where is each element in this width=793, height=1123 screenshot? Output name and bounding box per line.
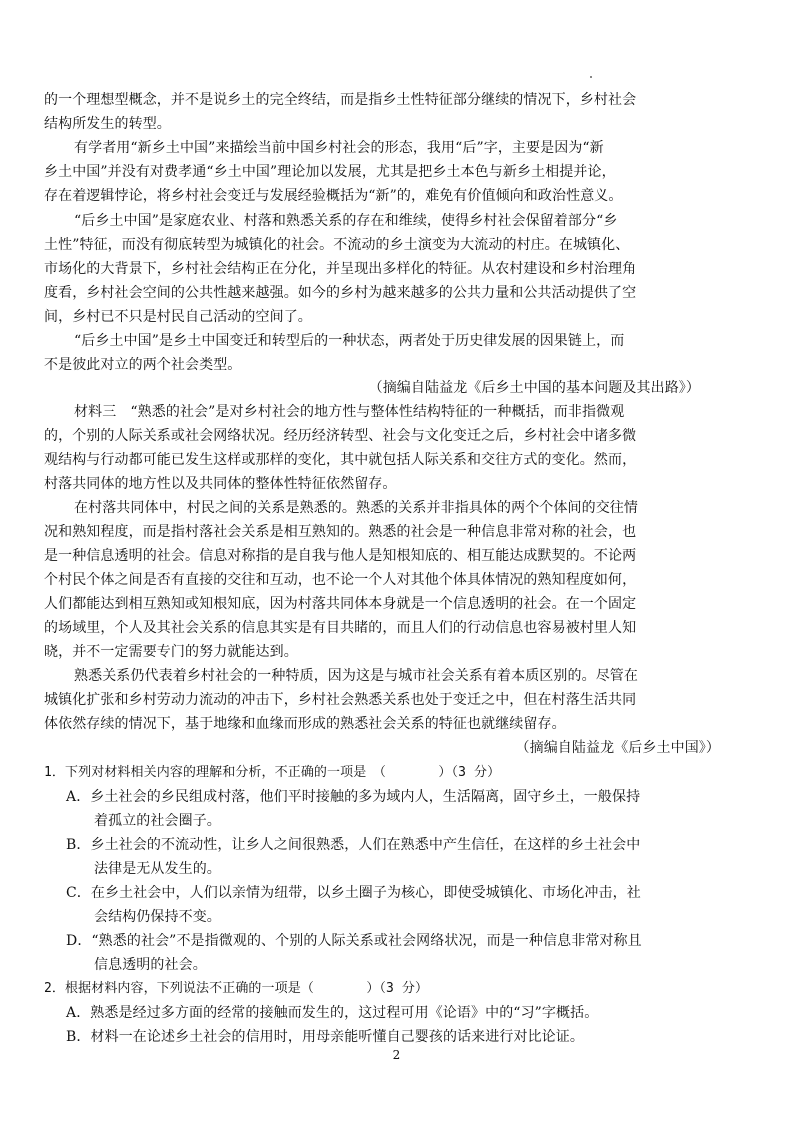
- text-line: 晓，并不一定需要专门的努力就能达到。: [44, 644, 298, 660]
- question-1-option-c-cont: 会结构仍保持不变。: [94, 909, 221, 925]
- text-line: 有学者用“新乡土中国”来描绘当前中国乡村社会的形态，我用“后”字，主要是因为“新: [74, 140, 604, 156]
- text-line: 存在着逻辑悖论，将乡村社会变迁与发展经验概括为“新”的，难免有价值倾向和政治性意义。: [44, 188, 623, 204]
- text-line: 城镇化扩张和乡村劳动力流动的冲击下，乡村社会熟悉关系也处于变迁之中，但在村落生活共同: [44, 692, 637, 708]
- question-1-option-a-cont: 着孤立的社会圈子。: [94, 813, 221, 829]
- question-2-stem: 2．根据材料内容，下列说法不正确的一项是（ ）（3 分）: [44, 981, 429, 996]
- question-1-option-d-cont: 信息透明的社会。: [94, 957, 207, 973]
- text-line: 人们都能达到相互熟知或知根知底，因为村落共同体本身就是一个信息透明的社会。在一个固定: [44, 596, 637, 612]
- question-1-option-c: C．在乡土社会中，人们以亲情为纽带，以乡土圈子为核心，即使受城镇化、市场化冲击，社: [66, 885, 641, 901]
- text-line: 况和熟知程度，而是指村落社会关系是相互熟知的。熟悉的社会是一种信息非常对称的社会，也: [44, 524, 637, 540]
- question-1-option-d: D．“熟悉的社会”不是指微观的、个别的人际关系或社会网络状况，而是一种信息非常对称且: [66, 933, 642, 949]
- text-line: 度看，乡村社会空间的公共性越来越强。如今的乡村为越来越多的公共力量和公共活动提供了空: [44, 285, 637, 301]
- text-line: 市场化的大背景下，乡村社会结构正在分化，并呈现出多样化的特征。从农村建设和乡村治理角: [44, 261, 637, 277]
- text-line: 乡土中国”并没有对费孝通“乡土中国”理论加以发展，尤其是把乡土本色与新乡土相提并论，: [44, 164, 616, 180]
- text-line: 不是彼此对立的两个社会类型。: [44, 357, 242, 373]
- text-line: 观结构与行动都可能已发生这样或那样的变化，其中就包括人际关系和交往方式的变化。然而，: [44, 452, 637, 468]
- text-line: 的一个理想型概念，并不是说乡土的完全终结，而是指乡土性特征部分继续的情况下，乡村社会: [44, 92, 637, 108]
- question-1-option-a: A．乡土社会的乡民组成村落，他们平时接触的多为域内人，生活隔离，固守乡土，一般保持: [66, 789, 641, 805]
- question-1-option-b: B．乡土社会的不流动性，让乡人之间很熟悉，人们在熟悉中产生信任，在这样的乡土社会中: [66, 837, 641, 853]
- question-1-stem: 1．下列对材料相关内容的理解和分析，不正确的一项是 （ ）（3 分）: [44, 765, 501, 780]
- text-line: 是一种信息透明的社会。信息对称指的是自我与他人是知根知底的、相互能达成默契的。不论两: [44, 548, 637, 564]
- material-three-heading-line: 材料三 “熟悉的社会”是对乡村社会的地方性与整体性结构特征的一种概括，而非指微观: [74, 404, 625, 420]
- source-citation: （摘编自陆益龙《后乡土中国》）: [515, 740, 720, 756]
- text-line: 村落共同体的地方性以及共同体的整体性特征依然留存。: [44, 476, 397, 492]
- page-number: 2: [392, 1048, 401, 1062]
- text-line: 在村落共同体中，村民之间的关系是熟悉的。熟悉的关系并非指具体的两个个体间的交往情: [74, 500, 638, 516]
- text-line: 个村民个体之间是否有直接的交往和互动，也不论一个人对其他个体具体情况的熟知程度如何，: [44, 572, 637, 588]
- source-citation: （摘编自陆益龙《后乡土中国的基本问题及其出路》）: [368, 380, 700, 396]
- question-2-option-b: B．材料一在论述乡土社会的信用时，用母亲能听懂自己婴孩的话来进行对比论证。: [66, 1029, 584, 1045]
- text-line: 熟悉关系仍代表着乡村社会的一种特质，因为这是与城市社会关系有着本质区别的。尽管在: [74, 668, 638, 684]
- text-line: 土性”特征，而没有彻底转型为城镇化的社会。不流动的乡土演变为大流动的村庄。在城镇化、: [44, 237, 630, 253]
- text-line: 体依然存续的情况下，基于地缘和血缘而形成的熟悉社会关系的特征也就继续留存。: [44, 716, 566, 732]
- text-line: 间，乡村已不只是村民自己活动的空间了。: [44, 309, 312, 325]
- text-line: “后乡土中国”是乡土中国变迁和转型后的一种状态，两者处于历史律发展的因果链上，而: [74, 333, 625, 349]
- question-2-option-a: A．熟悉是经过多方面的经常的接触而发生的，这过程可用《论语》中的“习”字概括。: [66, 1005, 599, 1021]
- text-line: “后乡土中国”是家庭农业、村落和熟悉关系的存在和维续，使得乡村社会保留着部分“乡: [74, 213, 618, 229]
- question-1-option-b-cont: 法律是无从发生的。: [94, 861, 221, 877]
- text-line: 的场域里，个人及其社会关系的信息其实是有目共睹的，而且人们的行动信息也容易被村里人知: [44, 620, 637, 636]
- text-line: 结构所发生的转型。: [44, 116, 171, 132]
- text-line: 的，个别的人际关系或社会网络状况。经历经济转型、社会与文化变迁之后，乡村社会中诸多微: [44, 428, 637, 444]
- scan-speck: [590, 76, 592, 78]
